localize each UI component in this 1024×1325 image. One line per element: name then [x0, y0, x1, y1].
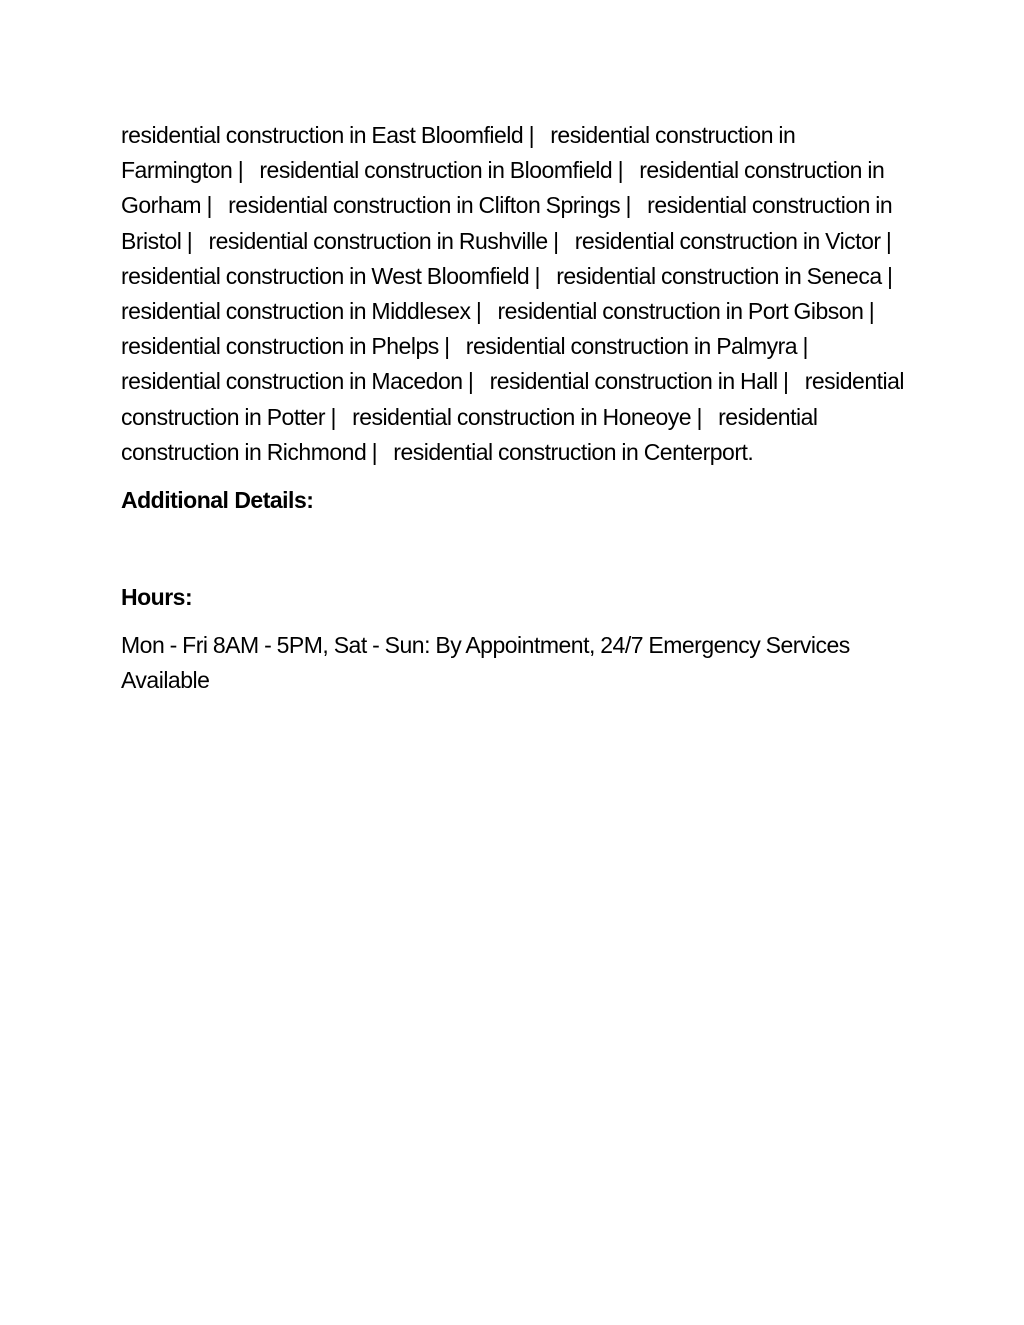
location-text: residential construction in Richmond: [121, 403, 818, 465]
separator: |: [612, 157, 634, 184]
separator: |: [201, 192, 223, 219]
separator: |: [181, 227, 204, 254]
separator: |: [777, 368, 800, 395]
location-text: residential construction in Seneca: [556, 262, 882, 289]
location-text: residential construction in Centerport.: [393, 438, 754, 465]
hours-heading: Hours:: [121, 584, 193, 611]
location-text: residential construction in West Bloomfield: [121, 262, 530, 289]
separator: |: [529, 262, 551, 289]
separator: |: [620, 192, 642, 219]
location-text: residential construction in Clifton Springs: [228, 192, 621, 219]
separator: |: [863, 298, 886, 325]
separator: |: [797, 333, 819, 360]
location-text: residential construction in East Bloomfield: [121, 122, 524, 148]
separator: |: [462, 368, 485, 395]
separator: |: [523, 122, 545, 148]
location-text: residential construction in Port Gibson: [497, 298, 864, 325]
location-text: residential construction in Potter: [121, 368, 905, 430]
location-text: residential construction in Hall: [489, 368, 778, 395]
location-text: residential construction in Gorham: [121, 157, 885, 219]
hours-text: Mon - Fri 8AM - 5PM, Sat - Sun: By Appointment, 24/7 Emergency Services Available: [121, 632, 850, 694]
location-text: residential construction in Honeoye: [352, 403, 692, 430]
document-page: [121, 118, 911, 698]
separator: |: [232, 157, 254, 184]
location-text: residential construction in Macedon: [121, 368, 463, 395]
separator: |: [691, 403, 713, 430]
location-text: residential construction in Palmyra: [465, 333, 798, 360]
separator: |: [325, 403, 347, 430]
separator: |: [366, 438, 388, 465]
additional-details-body: [121, 518, 911, 580]
separator: |: [880, 227, 903, 254]
location-text: residential construction in Bristol: [121, 192, 893, 254]
location-text: residential construction in Bloomfield: [259, 157, 613, 184]
location-text: residential construction in Middlesex: [121, 298, 471, 325]
location-text: residential construction in Rushville: [208, 227, 548, 254]
separator: |: [470, 298, 493, 325]
location-text: residential construction in Victor: [574, 227, 881, 254]
locations-paragraph: [121, 118, 911, 470]
location-text: residential construction in Phelps: [121, 333, 439, 360]
separator: |: [881, 262, 904, 289]
separator: |: [438, 333, 461, 360]
additional-details-heading: Additional Details:: [121, 487, 314, 514]
location-text: residential construction in Farmington: [121, 122, 796, 184]
separator: |: [547, 227, 570, 254]
